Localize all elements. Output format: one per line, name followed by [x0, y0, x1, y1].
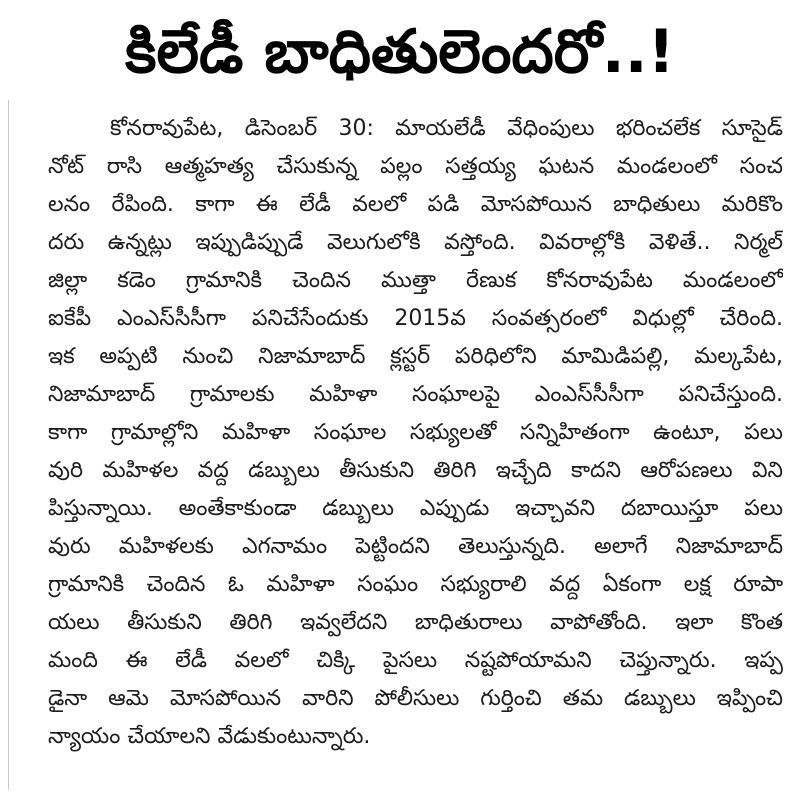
article-line: న్యాయం చేయాలని వేడుకుంటున్నారు.: [48, 724, 371, 749]
article-body: [48, 110, 783, 756]
article-line: గ్రామానికి చెందిన ఓ మహిళా సంఘం సభ్యురాలి వద్ద ఏకంగా లక్ష రూపా: [48, 572, 783, 597]
article-line: జిల్లా కడెం గ్రామానికి చెందిన ముత్తా రేణుక కోనరావుపేట మండలంలో: [48, 268, 783, 293]
article-line: వురు మహిళలకు ఎగనామం పెట్టిందని తెలుస్తున్నది. అలాగే నిజామాబాద్: [48, 534, 783, 559]
article-line: డైనా ఆమె మోసపోయిన వారిని పోలీసులు గుర్తించి తమ డబ్బులు ఇప్పించి: [48, 686, 783, 711]
article-line: లనం రేపింది. కాగా ఈ లేడీ వలలో పడి మోసపోయిన బాధితులు మరికొం: [48, 192, 783, 217]
article-line: వురి మహిళల వద్ద డబ్బులు తీసుకుని తిరిగి ఇచ్చేది కాదని ఆరోపణలు విని: [48, 458, 783, 483]
article-line: దరు ఉన్నట్లు ఇప్పుడిప్పుడే వెలుగులోకి వస్తోంది. వివరాల్లోకి వెళితే.. నిర్మల్: [48, 230, 783, 255]
article-line: నోట్ రాసి ఆత్మహత్య చేసుకున్న పల్లం సత్తయ్య ఘటన మండలంలో సంచ: [48, 154, 783, 179]
article-line: యలు తీసుకుని తిరిగి ఇవ్వలేదని బాధితురాలు వాపోతోంది. ఇలా కొంత: [48, 610, 783, 635]
article-line: కోనరావుపేట, డిసెంబర్ 30: మాయలేడీ వేధింపులు భరించలేక సూసైడ్: [110, 116, 783, 141]
column-divider: [8, 100, 9, 790]
article-line: కాగా గ్రామాల్లోని మహిళా సంఘాల సభ్యులతో సన్నిహితంగా ఉంటూ, పలు: [48, 420, 783, 445]
article-line: నిజామాబాద్ గ్రామాలకు మహిళా సంఘాలపై ఎంఎస్‌సీసీగా పనిచేస్తుంది.: [48, 382, 783, 407]
article-line: ఇక అప్పటి నుంచి నిజామాబాద్ క్లస్టర్ పరిధిలోని మామిడిపల్లి, మల్కపేట,: [48, 344, 783, 369]
headline: కిలేడీ బాధితులెందరో..!: [125, 17, 675, 87]
article-line: ఐకేపీ ఎంఎస్‌సీసీగా పనిచేసేందుకు 2015వ సంవత్సరంలో విధుల్లో చేరింది.: [48, 306, 783, 331]
article-line: పిస్తున్నాయి. అంతేకాకుండా డబ్బులు ఎప్పుడు ఇచ్చావని దబాయిస్తూ పలు: [48, 496, 783, 521]
article-line: మంది ఈ లేడీ వలలో చిక్కి పైసలు నష్టపోయామని చెప్తున్నారు. ఇప్ప: [48, 648, 783, 673]
